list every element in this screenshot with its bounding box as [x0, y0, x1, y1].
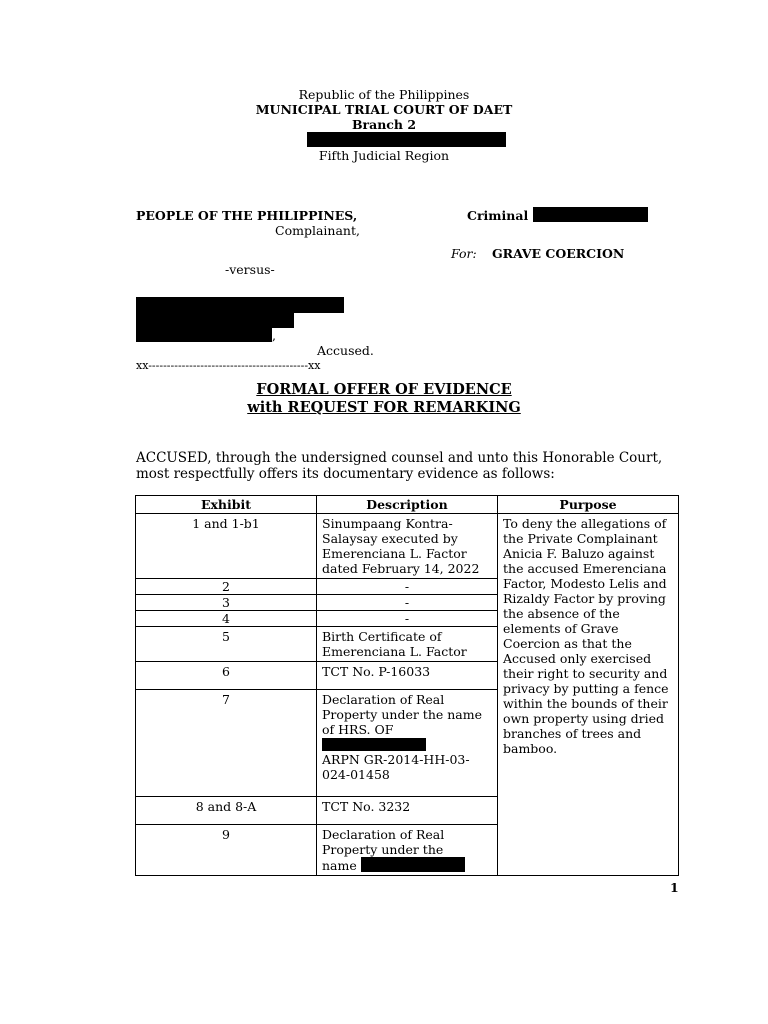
redaction-block: [533, 207, 648, 222]
description-text: name: [322, 858, 357, 873]
redaction-block: [136, 313, 294, 328]
description-text: ARPN GR-2014-HH-03-024-01458: [322, 752, 470, 782]
description-cell: [317, 690, 498, 797]
header-purpose: Purpose: [498, 496, 679, 514]
for-label: For:: [451, 246, 477, 261]
exhibit-cell: 2: [136, 579, 317, 595]
description-cell: TCT No. P-16033: [317, 662, 498, 690]
intro-line-1: ACCUSED, through the undersigned counsel and unto this Honorable Court,: [136, 450, 663, 466]
description-text: Declaration of Real Property under the name of HRS. OF: [322, 692, 482, 737]
redaction-block: [136, 297, 344, 313]
description-cell: -: [317, 611, 498, 627]
redaction-block: [307, 132, 506, 147]
branch-line: Branch 2: [351, 117, 417, 132]
purpose-cell: To deny the allegations of the Private Complainant Anicia F. Baluzo against the accused Emerenciana Factor, Modesto Lelis and Rizaldy Factor by proving the absence of the elements of Grave Coercion as that the Accused only exercised their right to security and privacy by putting a fence within the bounds of their own property using dried branches of trees and bamboo.: [498, 514, 679, 876]
description-cell: Sinumpaang Kontra-Salaysay executed by Emerenciana L. Factor dated February 14, 2022: [317, 514, 498, 579]
document-title: FORMAL OFFER OF EVIDENCE: [256, 381, 512, 398]
description-cell: TCT No. 3232: [317, 797, 498, 825]
redaction-block: [136, 328, 272, 342]
republic-line: Republic of the Philippines: [298, 87, 470, 102]
region-line: Fifth Judicial Region: [318, 148, 450, 163]
exhibit-cell: 1 and 1-b1: [136, 514, 317, 579]
page-number: 1: [670, 880, 679, 895]
exhibit-cell: 7: [136, 690, 317, 797]
header-exhibit: Exhibit: [136, 496, 317, 514]
exhibit-cell: 9: [136, 825, 317, 876]
intro-line-2: most respectfully offers its documentary evidence as follows:: [136, 466, 555, 482]
redaction-block: [361, 857, 465, 872]
criminal-case-label: Criminal: [467, 208, 529, 223]
exhibit-cell: 4: [136, 611, 317, 627]
description-cell: Birth Certificate of Emerenciana L. Factor: [317, 627, 498, 662]
header-description: Description: [317, 496, 498, 514]
caption-separator: xx-------------------------------------------xx: [136, 359, 321, 372]
table-header-row: [136, 496, 679, 514]
description-cell: [317, 825, 498, 876]
plaintiff-name: PEOPLE OF THE PHILIPPINES,: [136, 208, 358, 223]
description-cell: -: [317, 579, 498, 595]
exhibit-cell: 3: [136, 595, 317, 611]
redaction-block: [322, 738, 426, 751]
description-cell: -: [317, 595, 498, 611]
document-subtitle: with REQUEST FOR REMARKING: [247, 399, 521, 416]
exhibit-cell: 8 and 8-A: [136, 797, 317, 825]
court-name: MUNICIPAL TRIAL COURT OF DAET: [255, 102, 513, 117]
table-row: [136, 514, 679, 579]
evidence-table: [135, 495, 679, 876]
offense-label: GRAVE COERCION: [492, 246, 625, 261]
versus-label: -versus-: [225, 262, 275, 277]
accused-comma: ,: [272, 328, 276, 343]
complainant-label: Complainant,: [275, 223, 360, 238]
description-text: Declaration of Real Property under the: [322, 827, 445, 857]
accused-label: Accused.: [317, 343, 374, 358]
exhibit-cell: 5: [136, 627, 317, 662]
exhibit-cell: 6: [136, 662, 317, 690]
